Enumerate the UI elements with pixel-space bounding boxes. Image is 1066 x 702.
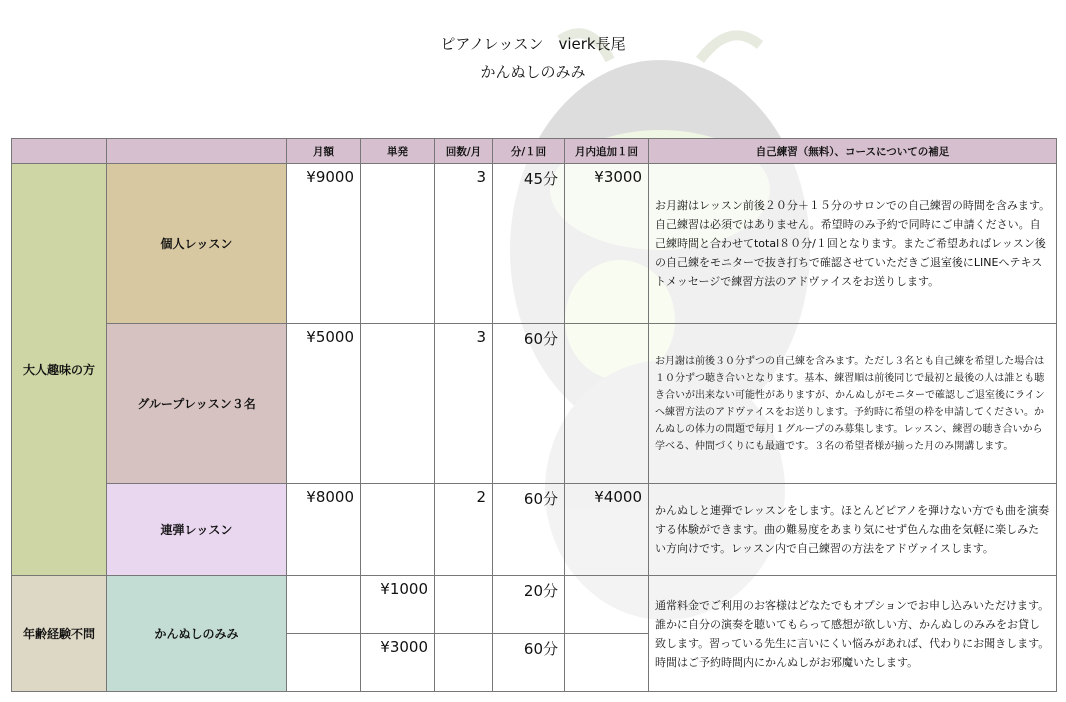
column-header-times: 回数/月 (435, 139, 493, 164)
course-name-duet: 連弾レッスン (107, 484, 287, 576)
extra-lesson-fee (565, 576, 649, 634)
course-name-group: グループレッスン３名 (107, 324, 287, 484)
table-header-row (12, 139, 1057, 164)
page-title: ピアノレッスン vierk長尾 (440, 35, 626, 53)
course-name-solo: 個人レッスン (107, 164, 287, 324)
page-subtitle: かんぬしのみみ (480, 63, 586, 81)
single-fee (361, 484, 435, 576)
course-note: お月謝は前後３０分ずつの自己練を含みます。ただし３名とも自己練を希望した場合は１０分ずつ聴き合いとなります。基本、練習順は前後同じで最初と最後の人は誰とも聴き合いが出来ない可能性がありますが、かんぬしがモニターで確認しご退室後にラインへ練習方法のアドヴァイスをお送りします。予約時に希望の枠を申請してください。かんぬしの体力の問題で毎月１グループのみ募集します。レッスン、練習の聴き合いから学べる、仲間づくりにも最適です。３名の希望者様が揃った月のみ開講します。 (649, 324, 1057, 484)
times-per-month (435, 576, 493, 634)
table-row (12, 484, 1057, 576)
table-row (12, 164, 1057, 324)
extra-lesson-fee: ¥3000 (565, 164, 649, 324)
monthly-fee: ¥5000 (287, 324, 361, 484)
single-fee: ¥1000 (361, 576, 435, 634)
minutes-per-lesson: 60分 (493, 484, 565, 576)
minutes-per-lesson: 20分 (493, 576, 565, 634)
minutes-per-lesson: 60分 (493, 324, 565, 484)
extra-lesson-fee (565, 634, 649, 692)
monthly-fee: ¥9000 (287, 164, 361, 324)
monthly-fee (287, 634, 361, 692)
column-header-notes: 自己練習（無料）、コースについての補足 (649, 139, 1057, 164)
extra-lesson-fee (565, 324, 649, 484)
monthly-fee: ¥8000 (287, 484, 361, 576)
monthly-fee (287, 576, 361, 634)
course-note: 通常料金でご利用のお客様はどなたでもオプションでお申し込みいただけます。誰かに自分の演奏を聴いてもらって感想が欲しい方、かんぬしのみみをお貸し致します。習っている先生に言いにくい悩みがあれば、代わりにお聞きします。時間はご予約時間内にかんぬしがお邪魔いたします。 (649, 576, 1057, 692)
minutes-per-lesson: 45分 (493, 164, 565, 324)
column-header (107, 139, 287, 164)
table-row (12, 324, 1057, 484)
course-note: かんぬしと連弾でレッスンをします。ほとんどピアノを弾けない方でも曲を演奏する体験ができます。曲の難易度をあまり気にせず色んな曲を気軽に楽しみたい方向けです。レッスン内で自己練習の方法をアドヴァイスします。 (649, 484, 1057, 576)
extra-lesson-fee: ¥4000 (565, 484, 649, 576)
single-fee (361, 164, 435, 324)
column-header (12, 139, 107, 164)
single-fee (361, 324, 435, 484)
times-per-month: 2 (435, 484, 493, 576)
lesson-price-table (11, 138, 1057, 692)
column-header-monthly: 月額 (287, 139, 361, 164)
category-adult: 大人趣味の方 (12, 164, 107, 576)
times-per-month (435, 634, 493, 692)
page-header (0, 30, 1066, 86)
column-header-extra: 月内追加１回 (565, 139, 649, 164)
table-row (12, 576, 1057, 634)
category-any-age: 年齢経験不問 (12, 576, 107, 692)
course-name-kanuushi: かんぬしのみみ (107, 576, 287, 692)
course-note: お月謝はレッスン前後２０分＋１５分のサロンでの自己練習の時間を含みます。自己練習は必須ではありません。希望時のみ予約で同時にご申請ください。自己練時間と合わせてtotal８０分/１回となります。またご希望あればレッスン後の自己練をモニターで抜き打ちで確認させていただきご退室後にLINEへテキストメッセージで練習方法のアドヴァイスをお送りします。 (649, 164, 1057, 324)
minutes-per-lesson: 60分 (493, 634, 565, 692)
times-per-month: 3 (435, 164, 493, 324)
column-header-single: 単発 (361, 139, 435, 164)
single-fee: ¥3000 (361, 634, 435, 692)
column-header-minutes: 分/１回 (493, 139, 565, 164)
times-per-month: 3 (435, 324, 493, 484)
